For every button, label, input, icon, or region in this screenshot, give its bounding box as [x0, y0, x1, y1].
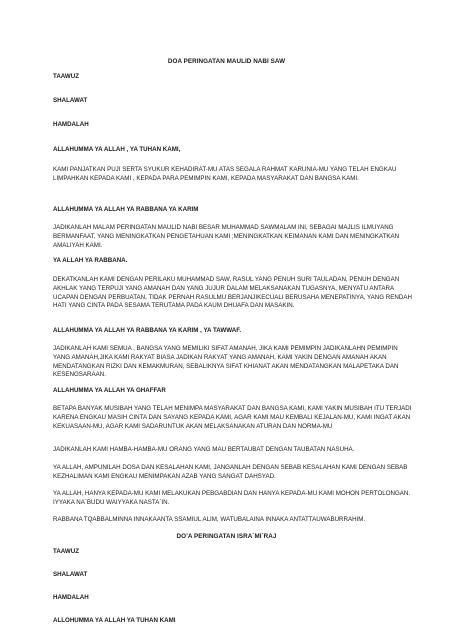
heading-hamdalah: HAMDALAH: [53, 594, 89, 601]
heading-taawuz: TAAWUZ: [53, 548, 80, 555]
paragraph: JADIKANLAH KAMI SEMUA , BANGSA YANG MEMILIKI SIFAT AMANAH, JIKA KAMI PEMIMPIN JADIKANLAHN PEMIMPIN YANG AMANAH,JIKA KAMI RAKYAT BIASA JADIKAN RAKYAT YANG AMANAH, KAMI YAKIN DENGAN AMANAH AKAN MENDATANGKAN RIZKI DAN KEMAKMURAN, SEBALIKNYA SIFAT KHIANAT AKAN MENDATANGKAN MALAPETAKA DAN KESENGSARAAN.: [53, 345, 399, 379]
document-title: DOA PERINGATAN MAULID NABI SAW: [167, 58, 286, 65]
heading-hamdalah: HAMDALAH: [53, 121, 89, 128]
heading-ya-karim: ALLAHUMMA YA ALLAH YA RABBANA YA KARIM: [53, 206, 199, 213]
paragraph: RABBANA TQABBALMINNA INNAKAANTA SSAMIUL ALIM, WATUBALAINA INNAKA ANTATTAUWABURRAHIM.: [53, 516, 366, 523]
paragraph: DEKATKANLAH KAMI DENGAN PERILAKU MUHAMMAD SAW, RASUL YANG PENUH SURI TAULADAN, PENUH DENGAN AKHLAK YANG TERPUJI YANG AMANAH DAN YANG JUJUR DALAM MELAKSANAKAN TUGASNYA, MENYATU ANTARA UCAPAN DENGAN PERBUATAN, TIDAK PERNAH RASULMU BERJANJIKECUALI BERUSAHA MENEPATINYA, YANG RENDAH HATI YANG CINTA PADA SESAMA TERUTAMA PADA KAUM DHUAFA DAN MASAKIN.: [53, 276, 412, 310]
paragraph: BETAPA BANYAK MUSIBAH YANG TELAH MENIMPA MASYARAKAT DAN BANGSA KAMI, KAMI YAKIN MUSIBAH ITU TERJADI KARENA ENGKAU MASIH CINTA DAN SAYANG KEPADA KAMI, AGAR KAMI MAU KEMBALI KEJALAN-MU, KAMI INGAT AKAN KEKUASAAN-MU, AGAR KAMI SADARUNTUK AKAN MELAKSANAKAN ATURAN DAN NORMA-MU: [53, 405, 412, 430]
heading-ya-tawwaf: ALLAHUMMA YA ALLAH YA RABBANA YA KARIM , YA TAWWAF.: [53, 327, 242, 334]
paragraph: YA ALLAH, HANYA KEPADA-MU KAMI MELAKUKAN PEBGABDIAN DAN HANYA KEPADA-MU KAMI MOHON PERTOLONGAN. IYYAKA NA`BUDU WAIYYAKA NASTA`IN.: [53, 490, 411, 506]
heading-ya-rabbana: YA ALLAH YA RABBANA.: [53, 257, 128, 264]
paragraph: JADIKANLAH KAMI HAMBA-HAMBA-MU ORANG YANG MAU BERTAUBAT DENGAN TAUBATAN NASUHA.: [53, 446, 355, 453]
heading-allahumma-ya-tuhan-kami: ALLAHUMMA YA ALLAH , YA TUHAN KAMI,: [53, 146, 181, 153]
heading-taawuz: TAAWUZ: [53, 73, 80, 80]
heading-shalawat: SHALAWAT: [53, 97, 88, 104]
paragraph: KAMI PANJATKAN PUJI SERTA SYUKUR KEHADIRAT-MU ATAS SEGALA RAHMAT KARUNIA-MU YANG TELAH ENGKAU LIMPAHKAN KEPADA KAMI , KEPADA PARA PEMIMPIN KAMI, KEPADA MASYARAKAT DAN BANGSA KAMI.: [53, 166, 397, 182]
heading-ya-ghaffar: ALLAHUMMA YA ALLAH YA GHAFFAR: [53, 387, 166, 394]
heading-shalawat: SHALAWAT: [53, 571, 88, 578]
paragraph: YA ALLAH, AMPUNILAH DOSA DAN KESALAHAN KAMI, JANGANLAH DENGAN SEBAB KESALAHAN KAMI DENGAN SEBAB KEZHALIMAN KAMI ENGKAU MENIMPAKAN AZAB YANG SANGAT DAHSYAD.: [53, 464, 408, 480]
paragraph: JADIKANLAH MALAM PERINGATAN MAULID NABI BESAR MUHAMMAD SAWMALAM INI, SEBAGAI MAJLIS ILMUYANG BERMANFAAT, YANG MENINGKATKAN PENGETAHUAN KAMI ;MENINGKATKAN KEIMANAN KAMI DAN MENINGKATKAN AMALIYAH KAMI.: [53, 224, 400, 249]
section-title-isra-miraj: DO’A PERINGATAN ISRA`MI`RAJ: [176, 533, 277, 540]
heading-allohumma-ya-tuhan-kami: ALLOHUMMA YA ALLAH YA TUHAN KAMI: [53, 617, 176, 624]
